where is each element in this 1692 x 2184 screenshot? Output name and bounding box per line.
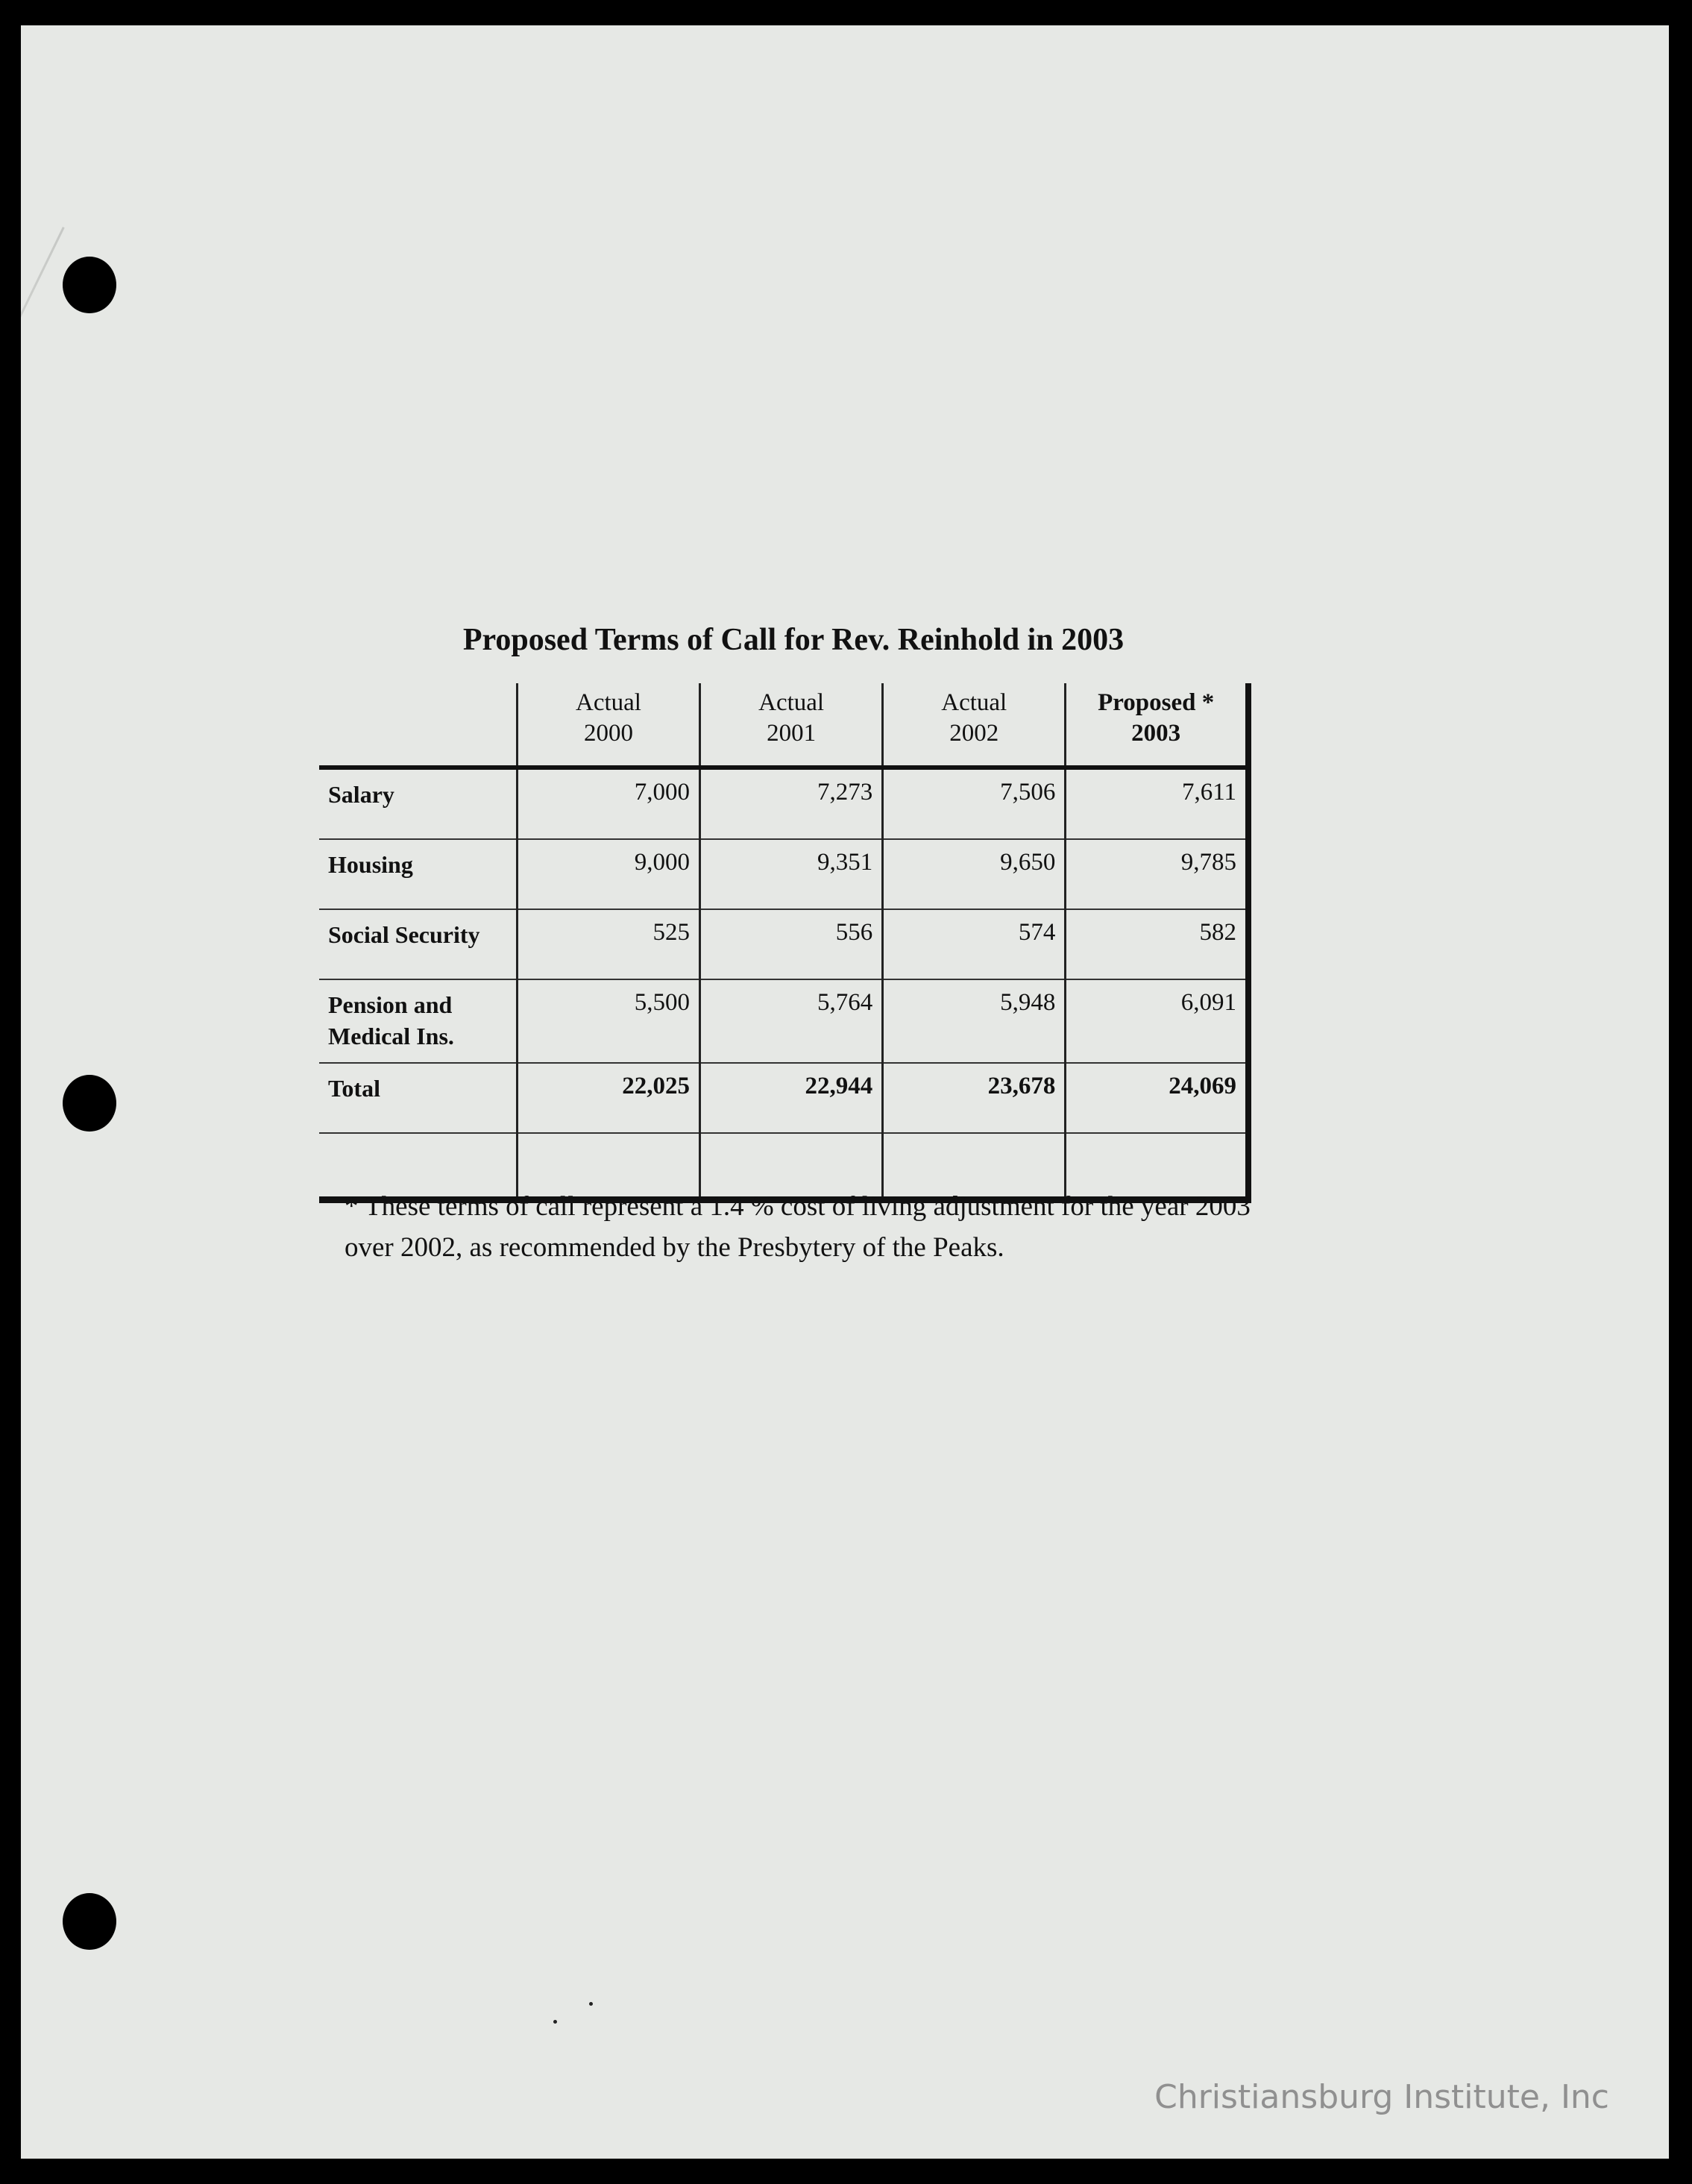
row-label-line: Medical Ins. [328,1023,454,1049]
header-line: Proposed * [1098,689,1215,716]
punch-hole-middle [63,1075,116,1132]
terms-of-call-table [319,683,1257,1149]
cell-value: 582 [1066,909,1248,979]
table-row-pension [319,979,1248,1063]
cell-value: 7,506 [883,768,1066,839]
header-blank-cell [319,683,517,768]
row-label: Social Security [319,909,517,979]
cell-value: 5,500 [517,979,699,1063]
cell-value: 525 [517,909,699,979]
cell-value: 23,678 [883,1063,1066,1133]
header-line: Actual [941,689,1007,716]
table-header-row [319,683,1248,768]
header-proposed-2003 [1066,683,1248,768]
header-line: Actual [575,689,641,716]
cell-value: 9,650 [883,839,1066,909]
speck [553,2020,557,2024]
table-row-total [319,1063,1248,1133]
header-actual-2000 [517,683,699,768]
header-actual-2002 [883,683,1066,768]
cell-value: 9,351 [700,839,883,909]
cell-value: 22,944 [700,1063,883,1133]
table-row-salary [319,768,1248,839]
cell-value: 7,611 [1066,768,1248,839]
table-row-social-security [319,909,1248,979]
cell-value: 24,069 [1066,1063,1248,1133]
cell-value: 22,025 [517,1063,699,1133]
paper-crease [21,227,65,476]
row-label: Housing [319,839,517,909]
cell-value: 9,000 [517,839,699,909]
header-line: 2000 [583,720,633,747]
cell-value: 7,000 [517,768,699,839]
document-title: Proposed Terms of Call for Rev. Reinhold in 2003 [462,623,1125,657]
watermark: Christiansburg Institute, Inc [1154,2078,1609,2116]
table-row-housing [319,839,1248,909]
footnote: * These terms of call represent a 1.4 % cost of living adjustment for the year 2003 over 2002, as recommended by the Presbytery of the Peaks. [345,1191,1251,1263]
row-label-line: Pension and [328,991,453,1018]
header-line: 2001 [767,720,817,747]
punch-hole-bottom [63,1893,116,1950]
speck [589,2002,593,2006]
cell-value: 5,764 [700,979,883,1063]
cell-value: 6,091 [1066,979,1248,1063]
punch-hole-top [63,257,116,313]
cell-value: 556 [700,909,883,979]
row-label [319,979,517,1063]
header-line: 2002 [949,720,999,747]
cell-value: 9,785 [1066,839,1248,909]
row-label: Salary [319,768,517,839]
header-line: Actual [758,689,825,716]
cell-value: 7,273 [700,768,883,839]
cell-value: 574 [883,909,1066,979]
document-page [21,25,1669,2159]
row-label: Total [319,1063,517,1133]
header-actual-2001 [700,683,883,768]
cell-value: 5,948 [883,979,1066,1063]
header-line: 2003 [1131,720,1181,747]
